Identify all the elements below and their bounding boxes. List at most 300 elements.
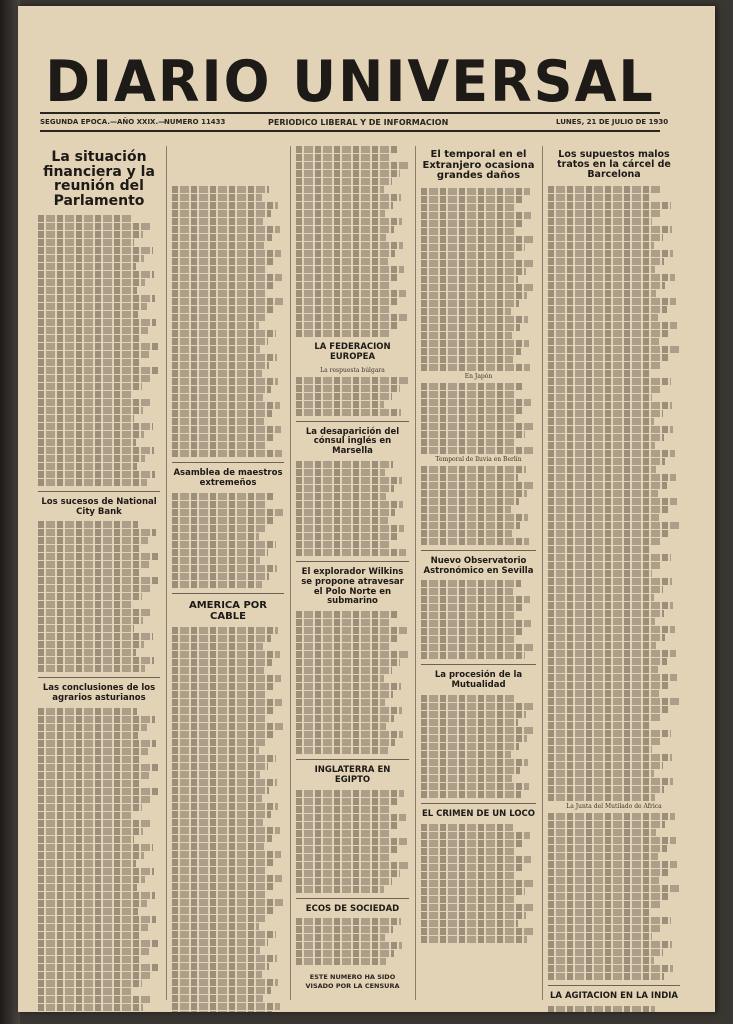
text-line (296, 950, 394, 957)
text-line (38, 820, 151, 827)
text-line (296, 958, 386, 965)
text-line (172, 226, 280, 233)
text-line (296, 509, 395, 516)
text-line (421, 316, 528, 323)
text-line (548, 957, 654, 964)
text-line (172, 581, 262, 588)
text-line (38, 271, 154, 278)
text-line (296, 170, 400, 177)
column-divider (542, 146, 543, 1000)
text-line (548, 965, 673, 972)
text-line (172, 242, 264, 249)
text-line (38, 908, 138, 915)
text-line (548, 925, 662, 932)
section-divider (172, 462, 284, 463)
text-line (548, 837, 676, 844)
text-line (172, 234, 272, 241)
text-line (548, 386, 662, 393)
text-line (296, 477, 402, 484)
text-line (38, 812, 133, 819)
text-line (172, 557, 260, 564)
text-line (421, 348, 521, 355)
text-line (38, 964, 159, 971)
text-line (172, 290, 266, 297)
text-line (421, 912, 526, 919)
text-line (38, 553, 158, 560)
text-line (421, 530, 512, 537)
text-line (172, 442, 265, 449)
text-line (421, 727, 535, 734)
text-line (548, 869, 668, 876)
text-line (172, 691, 265, 698)
text-line (172, 987, 271, 994)
text-line (172, 971, 262, 978)
text-line (296, 258, 388, 265)
text-line (38, 972, 150, 979)
text-line (421, 506, 511, 513)
text-line (296, 186, 384, 193)
text-line (38, 609, 151, 616)
text-line (421, 482, 535, 489)
text-line (421, 711, 526, 718)
text-line (172, 509, 283, 516)
text-line (548, 282, 665, 289)
text-line (172, 274, 282, 281)
text-line (172, 386, 271, 393)
text-line (421, 848, 514, 855)
text-line (548, 674, 677, 681)
text-line (421, 759, 528, 766)
text-line (421, 252, 516, 259)
text-line (548, 626, 675, 633)
text-line (548, 642, 656, 649)
text-line (172, 883, 274, 890)
text-line (172, 731, 275, 738)
text-line (296, 290, 406, 297)
text-line (296, 377, 408, 384)
text-line (38, 641, 144, 648)
text-line (172, 202, 278, 209)
text-line (548, 901, 660, 908)
text-line (172, 771, 260, 778)
text-line (38, 804, 142, 811)
text-line (172, 707, 274, 714)
text-line (296, 635, 399, 642)
text-line (548, 362, 660, 369)
text-line (548, 877, 659, 884)
text-line (548, 738, 662, 745)
text-line (38, 924, 148, 931)
column-3 (296, 146, 409, 1002)
text-line (38, 585, 150, 592)
text-line (38, 748, 148, 755)
text-line (421, 276, 518, 283)
text-line (172, 891, 266, 898)
text-line (38, 764, 158, 771)
text-line (172, 667, 264, 674)
text-line (172, 963, 269, 970)
text-line (172, 779, 277, 786)
subhead-junta-mutilado: La Junta del Mutilado de Africa (566, 802, 662, 810)
text-line (172, 627, 278, 634)
text-line (172, 210, 271, 217)
text-line (38, 844, 153, 851)
text-line (548, 714, 660, 721)
text-line (548, 498, 677, 505)
text-line (421, 888, 525, 895)
text-line (296, 409, 401, 416)
text-line (296, 675, 384, 682)
text-line (38, 255, 144, 262)
text-line (548, 418, 654, 425)
text-line (548, 893, 669, 900)
text-line (38, 561, 149, 568)
text-line (548, 973, 664, 980)
text-line (296, 541, 389, 548)
text-line (296, 651, 408, 658)
text-line (296, 461, 393, 468)
text-line (296, 234, 386, 241)
text-line (38, 932, 139, 939)
text-line (296, 683, 401, 690)
headline-ecos-sociedad: ECOS DE SOCIEDAD (305, 903, 400, 914)
text-line (172, 493, 274, 500)
text-line (421, 928, 535, 935)
text-line (421, 580, 521, 587)
section-divider (421, 803, 536, 804)
text-line (296, 870, 400, 877)
text-line (38, 740, 156, 747)
text-line (172, 739, 267, 746)
text-line (172, 755, 276, 762)
text-line (38, 223, 151, 230)
text-line (421, 695, 516, 702)
text-line (172, 533, 259, 540)
text-line (38, 900, 147, 907)
text-line (38, 545, 139, 552)
text-line (421, 840, 522, 847)
text-line (296, 699, 385, 706)
text-line (296, 707, 402, 714)
column-divider (290, 146, 291, 1000)
text-line (296, 242, 403, 249)
text-line (38, 708, 137, 715)
text-line (548, 909, 651, 916)
subhead-respuesta-bulgara: La respuesta búlgara (320, 366, 385, 374)
text-line (172, 875, 282, 882)
text-line (296, 830, 390, 837)
section-divider (296, 759, 409, 760)
text-line (421, 236, 533, 243)
text-line (548, 770, 654, 777)
text-line (421, 588, 513, 595)
text-line (38, 956, 140, 963)
text-line (172, 346, 260, 353)
text-line (296, 715, 394, 722)
text-line (172, 795, 262, 802)
text-line (548, 618, 655, 625)
text-line (172, 659, 272, 666)
text-line (548, 426, 673, 433)
text-line (421, 522, 520, 529)
text-line (38, 617, 143, 624)
text-line (172, 573, 269, 580)
masthead-rule-top (40, 112, 660, 114)
text-line (548, 322, 677, 329)
text-line (421, 228, 515, 235)
text-line (172, 723, 283, 730)
text-line (38, 980, 142, 987)
text-line (548, 706, 669, 713)
text-line (296, 282, 389, 289)
text-line (296, 178, 392, 185)
column-2 (172, 146, 284, 1002)
text-line (548, 354, 669, 361)
text-line (172, 322, 259, 329)
text-line (296, 202, 393, 209)
text-line (421, 439, 516, 446)
text-line (421, 383, 522, 390)
text-line (38, 1004, 143, 1011)
subhead-berlin: Temporal de lluvia en Berlín (435, 455, 522, 463)
text-line (38, 319, 156, 326)
text-line (548, 450, 675, 457)
text-line (38, 772, 149, 779)
text-line (172, 651, 280, 658)
text-line (421, 920, 518, 927)
text-line (172, 517, 275, 524)
text-line (172, 979, 278, 986)
text-line (421, 596, 530, 603)
text-line (548, 210, 662, 217)
section-divider (296, 421, 409, 422)
text-line (296, 385, 400, 392)
text-line (296, 517, 388, 524)
section-divider (548, 985, 680, 986)
text-line (548, 634, 665, 641)
text-line (38, 948, 149, 955)
text-line (296, 493, 386, 500)
text-line (296, 266, 404, 273)
text-line (296, 501, 403, 508)
text-line (172, 867, 265, 874)
text-line (38, 431, 144, 438)
text-line (548, 658, 667, 665)
text-line (38, 884, 137, 891)
text-line (172, 643, 263, 650)
text-line (548, 226, 672, 233)
headline-agitacion-india: LA AGITACION EN LA INDIA (550, 991, 678, 1002)
text-line (548, 933, 652, 940)
text-line (38, 569, 140, 576)
text-line (421, 447, 534, 454)
text-line (38, 279, 145, 286)
text-line (172, 931, 276, 938)
text-line (38, 940, 158, 947)
text-line (548, 829, 656, 836)
text-line (421, 498, 519, 505)
text-line (296, 691, 393, 698)
text-line (421, 604, 522, 611)
text-line (38, 439, 136, 446)
text-line (296, 154, 391, 161)
text-line (548, 346, 679, 353)
text-line (548, 434, 664, 441)
text-line (38, 447, 154, 454)
text-line (548, 298, 676, 305)
text-line (38, 732, 138, 739)
lead-headline: La situación financiera y la reunión del Parlamento (43, 149, 155, 210)
text-line (38, 391, 133, 398)
text-line (296, 838, 407, 845)
edition-info: SEGUNDA EPOCA.—AÑO XXIX.— (40, 118, 166, 126)
text-line (548, 861, 677, 868)
text-line (296, 747, 388, 754)
text-line (421, 332, 512, 339)
text-line (548, 949, 663, 956)
text-line (421, 644, 533, 651)
text-line (172, 434, 273, 441)
text-line (548, 778, 673, 785)
text-line (172, 995, 263, 1002)
text-line (296, 218, 402, 225)
headline-federacion-europea: LA FEDERACION EUROPEA (314, 342, 391, 362)
text-line (548, 474, 676, 481)
text-line (296, 226, 394, 233)
text-line (421, 284, 535, 291)
text-line (548, 258, 664, 265)
text-line (421, 791, 521, 798)
text-line (38, 295, 155, 302)
text-line (421, 399, 531, 406)
text-line (172, 843, 264, 850)
text-line (38, 828, 143, 835)
text-line (548, 370, 651, 377)
text-line (38, 577, 159, 584)
section-divider (38, 677, 160, 678)
headline-explorador-wilkins: El explorador Wilkins se propone atravesar el Polo Norte en submarino (301, 567, 404, 607)
text-line (172, 394, 263, 401)
text-line (296, 814, 406, 821)
text-line (548, 266, 655, 273)
text-line (172, 819, 263, 826)
text-line (296, 643, 391, 650)
text-line (296, 469, 385, 476)
text-line (172, 418, 264, 425)
text-line (548, 530, 669, 537)
text-line (172, 851, 281, 858)
text-line (38, 916, 156, 923)
text-line (548, 821, 665, 828)
text-line (296, 731, 403, 738)
headline-malos-tratos-carcel: Los supuestos malos tratos en la cárcel de Barcelona (557, 149, 671, 180)
text-line (421, 364, 530, 371)
text-line (38, 407, 143, 414)
text-line (172, 266, 265, 273)
text-line (548, 610, 664, 617)
text-line (172, 250, 281, 257)
text-line (38, 780, 140, 787)
text-line (421, 775, 512, 782)
text-line (421, 466, 526, 473)
text-line (548, 442, 655, 449)
text-line (296, 739, 395, 746)
text-line (548, 722, 651, 729)
text-line (421, 735, 527, 742)
text-line (172, 715, 266, 722)
text-line (296, 627, 407, 634)
text-line (172, 899, 283, 906)
text-line (548, 338, 659, 345)
tagline: PERIODICO LIBERAL Y DE INFORMACION (268, 118, 449, 127)
text-line (548, 402, 672, 409)
text-line (296, 549, 406, 556)
text-line (421, 308, 511, 315)
text-line (296, 862, 408, 869)
text-line (421, 719, 518, 726)
text-line (421, 423, 533, 430)
text-line (38, 537, 148, 544)
text-line (296, 611, 398, 618)
text-line (421, 407, 523, 414)
headline-procesion: La procesión de la Mutualidad (434, 670, 523, 691)
text-line (421, 391, 514, 398)
text-line (421, 864, 523, 871)
text-line (421, 212, 531, 219)
text-line (421, 620, 531, 627)
text-line (38, 311, 138, 318)
text-line (296, 667, 392, 674)
section-divider (172, 593, 284, 594)
text-line (421, 783, 529, 790)
masthead-title: DIARIO UNIVERSAL (45, 48, 655, 115)
headline-crimen-loco: EL CRIMEN DE UN LOCO (421, 808, 536, 819)
text-line (548, 853, 658, 860)
text-line (38, 529, 156, 536)
text-line (548, 378, 671, 385)
text-line (172, 194, 262, 201)
text-line (421, 490, 527, 497)
text-line (172, 306, 275, 313)
text-line (296, 854, 391, 861)
text-line (172, 218, 263, 225)
text-line (38, 657, 154, 664)
text-line (296, 525, 404, 532)
text-line (296, 162, 408, 169)
text-line (38, 625, 134, 632)
text-line (172, 635, 271, 642)
text-line (38, 231, 143, 238)
text-line (172, 939, 268, 946)
text-line (548, 885, 679, 892)
headline-inglaterra-egipto: INGLATERRA EN EGIPTO (314, 765, 391, 785)
text-line (38, 367, 159, 374)
text-line (421, 936, 527, 943)
headline-temporal-extranjero: El temporal en el Extranjero ocasiona grandes daños (422, 149, 535, 181)
text-line (548, 314, 658, 321)
text-line (548, 586, 663, 593)
text-line (548, 394, 652, 401)
text-line (38, 415, 134, 422)
text-line (38, 383, 142, 390)
text-line (421, 260, 534, 267)
text-line (38, 868, 154, 875)
text-line (172, 501, 266, 508)
newspaper-page (18, 6, 715, 1012)
text-line (172, 426, 281, 433)
text-line (548, 466, 656, 473)
column-1 (38, 146, 160, 1002)
